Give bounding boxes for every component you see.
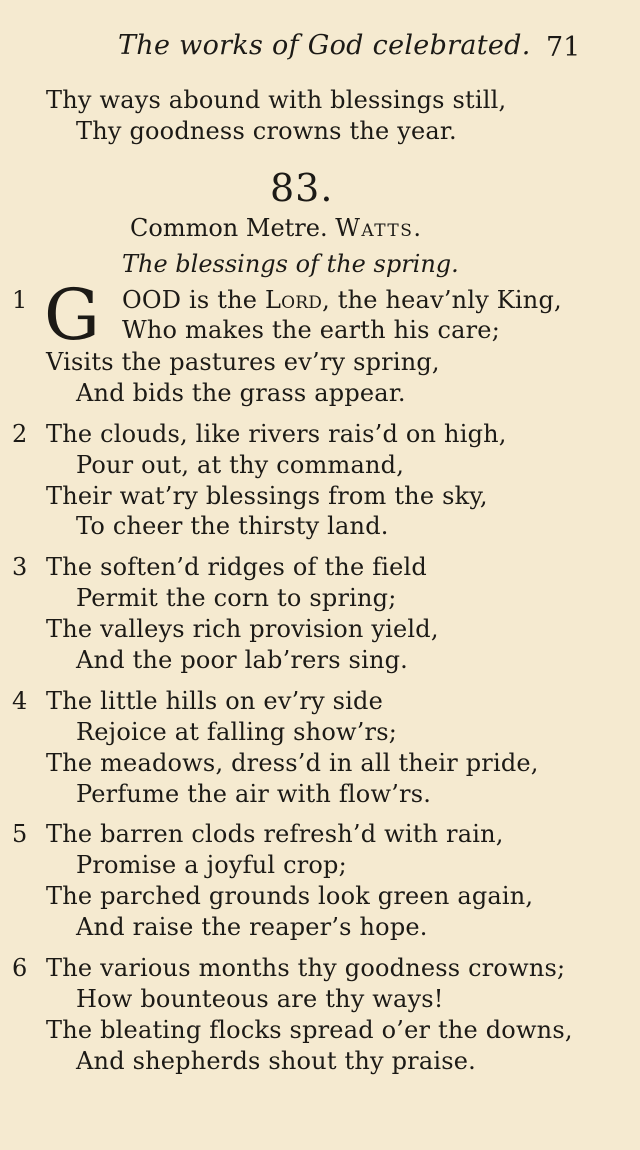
verse-1-line-1-start: OOD is the [122,286,258,314]
verse-6-line-4: And shepherds shout thy praise. [76,1047,476,1075]
verse-2-line-4: To cheer the thirsty land. [76,512,389,540]
verse-number-3: 3 [12,553,28,581]
drop-cap: G [44,274,100,356]
hymn-subtitle: The blessings of the spring. [122,250,459,278]
verse-3-line-4: And the poor lab’rers sing. [76,646,408,674]
verse-5-line-2: Promise a joyful crop; [76,851,347,879]
verse-number-5: 5 [12,820,28,848]
verse-2-line-1: The clouds, like rivers rais’d on high, [46,420,507,448]
verse-4-line-3: The meadows, dress’d in all their pride, [46,749,539,777]
verse-1-line-4: And bids the grass appear. [76,379,406,407]
carryover-line-1: Thy ways abound with blessings still, [46,86,507,114]
verse-number-4: 4 [12,687,28,715]
verse-5-line-3: The parched grounds look green again, [46,882,534,910]
verse-1-line-1 [122,286,562,314]
verse-3-line-1: The soften’d ridges of the field [46,553,427,581]
verse-number-1: 1 [12,286,28,314]
verse-6-line-2: How bounteous are thy ways! [76,985,444,1013]
verse-4-line-1: The little hills on ev’ry side [46,687,384,715]
verse-number-6: 6 [12,954,28,982]
verse-3-line-3: The valleys rich provision yield, [46,615,439,643]
verse-1-line-2: Who makes the earth his care; [122,316,500,344]
verse-3-line-2: Permit the corn to spring; [76,584,397,612]
verse-2-line-2: Pour out, at thy command, [76,451,405,479]
verse-6-line-1: The various months thy goodness crowns; [46,954,566,982]
lord-small-caps: Lord [265,286,323,314]
verse-5-line-1: The barren clods refresh’d with rain, [46,820,504,848]
verse-6-line-3: The bleating flocks spread o’er the downs, [46,1016,573,1044]
verse-4-line-4: Perfume the air with flow’rs. [76,780,432,808]
verse-1-line-1-end: , the heav’nly King, [322,286,562,314]
hymn-number: 83. [270,166,334,210]
verse-number-2: 2 [12,420,28,448]
hymn-meter: Common Metre. [130,214,328,242]
hymn-author: Watts. [335,214,423,242]
page-number: 71 [546,32,581,63]
verse-4-line-2: Rejoice at falling show’rs; [76,718,398,746]
verse-1-line-3: Visits the pastures ev’ry spring, [46,348,440,376]
running-title: The works of God celebrated. [118,30,531,61]
carryover-line-2: Thy goodness crowns the year. [76,117,457,145]
verse-2-line-3: Their wat’ry blessings from the sky, [46,482,488,510]
hymn-meter-line [130,214,423,242]
verse-5-line-4: And raise the reaper’s hope. [76,913,428,941]
